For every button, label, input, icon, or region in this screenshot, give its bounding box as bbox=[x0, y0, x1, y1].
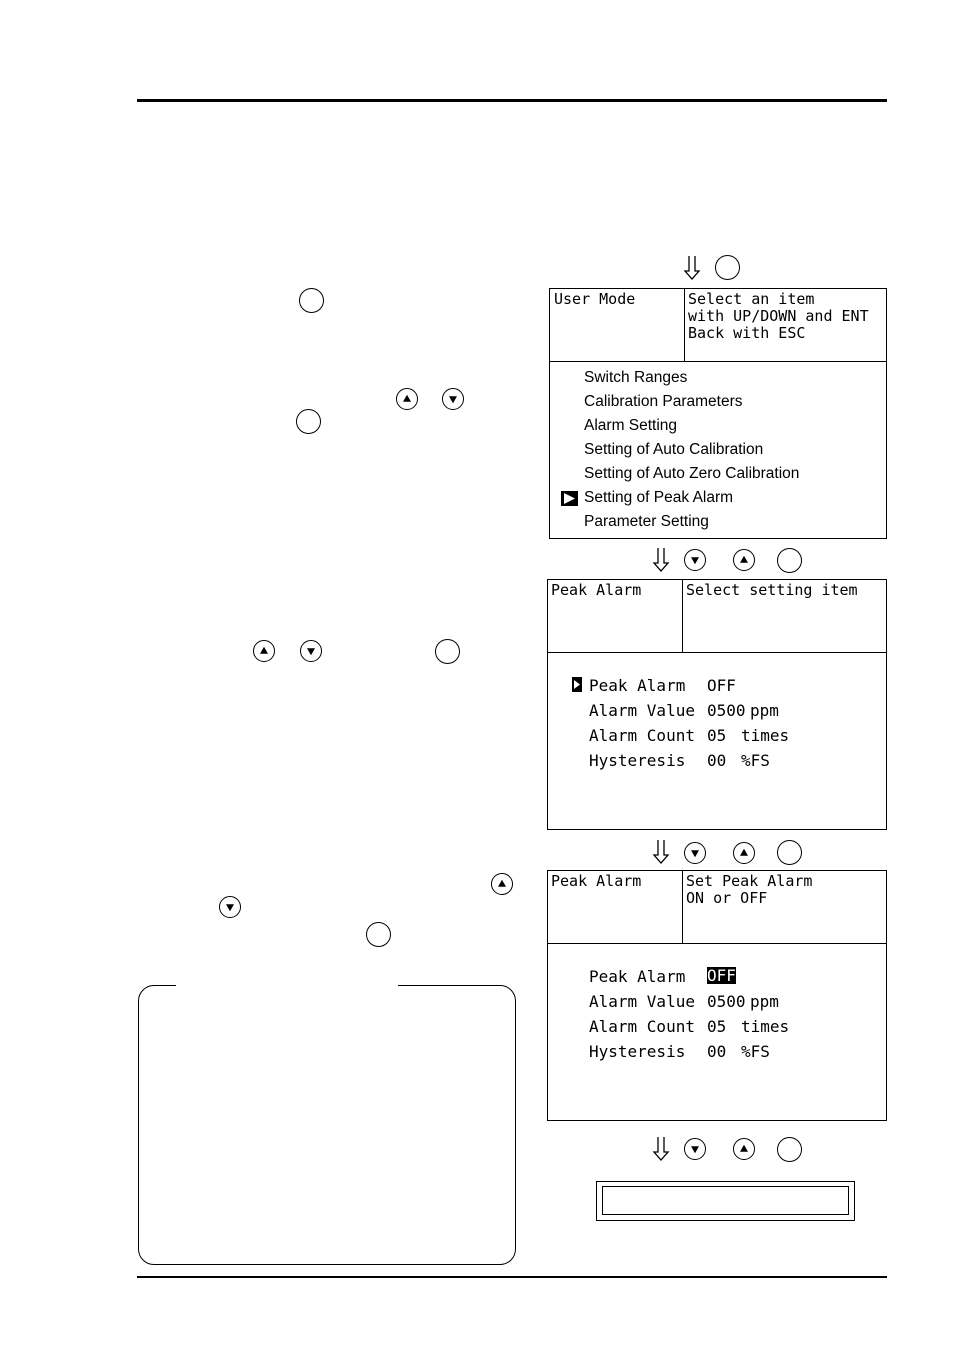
bottom-rule bbox=[137, 1276, 887, 1278]
menu-item-alarm-setting[interactable]: Alarm Setting bbox=[584, 417, 678, 434]
blank-key-icon bbox=[435, 639, 460, 664]
down-key-icon bbox=[219, 896, 241, 918]
row-label-peak-alarm[interactable]: Peak Alarm bbox=[589, 676, 686, 695]
row-label-alarm-value[interactable]: Alarm Value bbox=[589, 701, 695, 720]
blank-key-icon bbox=[366, 922, 391, 947]
row-label-hysteresis[interactable]: Hysteresis bbox=[589, 751, 686, 770]
blank-key-icon bbox=[299, 288, 324, 313]
instruction-line: Back with ESC bbox=[688, 324, 806, 342]
row-value-alarm-count: 05 bbox=[707, 1017, 727, 1036]
menu-item-auto-zero-calibration[interactable]: Setting of Auto Zero Calibration bbox=[584, 465, 800, 482]
up-key-icon bbox=[733, 549, 755, 571]
row-unit-alarm-count: times bbox=[741, 1017, 790, 1036]
up-key-icon bbox=[396, 388, 418, 410]
note-box-title-gap bbox=[176, 980, 398, 990]
blank-key-icon bbox=[777, 1137, 802, 1162]
top-rule bbox=[137, 99, 887, 102]
hollow-down-arrow-icon bbox=[652, 1137, 670, 1161]
menu-item-peak-alarm[interactable]: Setting of Peak Alarm bbox=[584, 489, 734, 506]
menu-item-auto-calibration[interactable]: Setting of Auto Calibration bbox=[584, 441, 764, 458]
row-value-peak-alarm-highlighted[interactable]: OFF bbox=[707, 966, 736, 985]
hollow-down-arrow-icon bbox=[683, 256, 701, 280]
blank-key-icon bbox=[777, 840, 802, 865]
up-key-icon bbox=[253, 640, 275, 662]
instruction-line: Set Peak Alarm bbox=[686, 872, 813, 890]
row-unit-hysteresis: %FS bbox=[741, 1042, 770, 1061]
row-unit-hysteresis: %FS bbox=[741, 751, 770, 770]
down-key-icon bbox=[442, 388, 464, 410]
peak-alarm-select-screen bbox=[547, 579, 887, 830]
row-value-hysteresis: 00 bbox=[707, 751, 727, 770]
result-box-inner bbox=[602, 1186, 849, 1215]
instruction-line: Select an item bbox=[688, 290, 815, 308]
row-label-alarm-value: Alarm Value bbox=[589, 992, 695, 1011]
row-value-alarm-value: 0500 bbox=[707, 992, 746, 1011]
blank-key-icon bbox=[715, 255, 740, 280]
screen-title: User Mode bbox=[554, 290, 636, 308]
row-value-hysteresis: 00 bbox=[707, 1042, 727, 1061]
down-key-icon bbox=[684, 842, 706, 864]
row-value-alarm-value: 0500 bbox=[707, 701, 746, 720]
blank-key-icon bbox=[777, 548, 802, 573]
instruction-line: with UP/DOWN and ENT bbox=[688, 307, 869, 325]
selection-cursor-icon bbox=[561, 491, 578, 506]
set-peak-alarm-screen bbox=[547, 870, 887, 1121]
row-label-alarm-count: Alarm Count bbox=[589, 1017, 695, 1036]
user-mode-screen bbox=[549, 288, 887, 539]
blank-key-icon bbox=[296, 409, 321, 434]
row-unit-alarm-value: ppm bbox=[750, 992, 779, 1011]
menu-item-parameter-setting[interactable]: Parameter Setting bbox=[584, 513, 709, 530]
row-label-peak-alarm: Peak Alarm bbox=[589, 967, 686, 986]
down-key-icon bbox=[684, 549, 706, 571]
menu-item-switch-ranges[interactable]: Switch Ranges bbox=[584, 369, 688, 386]
hollow-down-arrow-icon bbox=[652, 840, 670, 864]
row-label-hysteresis: Hysteresis bbox=[589, 1042, 686, 1061]
row-value-alarm-count: 05 bbox=[707, 726, 727, 745]
up-key-icon bbox=[491, 873, 513, 895]
selection-cursor-icon bbox=[572, 677, 582, 692]
instruction-line: Select setting item bbox=[686, 581, 858, 599]
up-key-icon bbox=[733, 1138, 755, 1160]
down-key-icon bbox=[684, 1138, 706, 1160]
row-unit-alarm-value: ppm bbox=[750, 701, 779, 720]
note-box bbox=[138, 985, 516, 1265]
hollow-down-arrow-icon bbox=[652, 548, 670, 572]
row-label-alarm-count[interactable]: Alarm Count bbox=[589, 726, 695, 745]
menu-item-calibration-parameters[interactable]: Calibration Parameters bbox=[584, 393, 743, 410]
up-key-icon bbox=[733, 842, 755, 864]
screen-title: Peak Alarm bbox=[551, 581, 642, 599]
row-value-peak-alarm: OFF bbox=[707, 676, 736, 695]
row-unit-alarm-count: times bbox=[741, 726, 790, 745]
screen-title: Peak Alarm bbox=[551, 872, 642, 890]
instruction-line: ON or OFF bbox=[686, 889, 768, 907]
down-key-icon bbox=[300, 640, 322, 662]
